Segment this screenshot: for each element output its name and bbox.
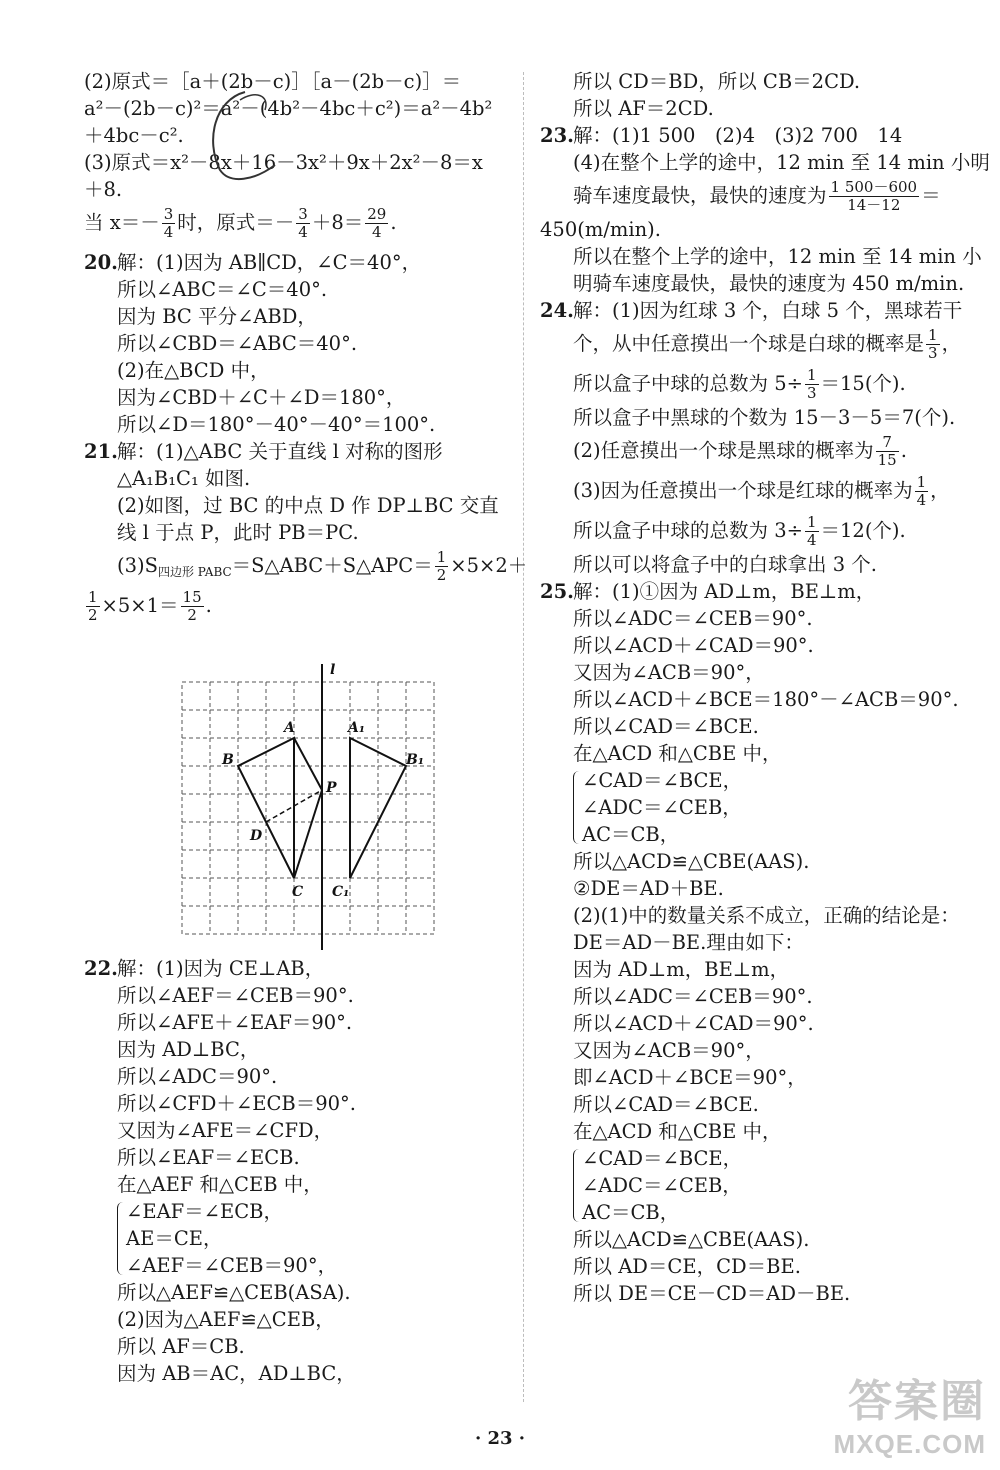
text-line: 所以 AD＝CE，CD＝BE. xyxy=(573,1255,801,1278)
text-line: DE＝AD－BE.理由如下： xyxy=(573,931,804,954)
text-line: 在△AEF 和△CEB 中， xyxy=(117,1173,323,1196)
question-22: 22.解：(1)因为 CE⊥AB， xyxy=(84,957,325,980)
fraction: $\frac{1}{4}$ xyxy=(806,513,817,549)
label-c1: C₁ xyxy=(332,884,350,900)
text-line: ＋4bc－c². xyxy=(84,124,184,147)
text-line: (2)原式＝［a＋(2b－c)］［a－(2b－c)］＝ xyxy=(84,70,462,93)
text-line: 所以在整个上学的途中，12 min 至 14 min 小 xyxy=(573,245,982,268)
text-line: 因为 AB＝AC，AD⊥BC， xyxy=(117,1362,356,1385)
question-20: 20.解：(1)因为 AB∥CD，∠C＝40°， xyxy=(84,251,422,274)
text-line: 所以∠ACD＋∠CAD＝90°. xyxy=(573,1012,814,1035)
fraction: $\frac{1}{4}$ xyxy=(916,473,927,509)
text-line: 所以盒子中黑球的个数为 15－3－5＝7(个). xyxy=(573,406,956,429)
text-line: 又因为∠ACB＝90°， xyxy=(573,661,765,684)
text-line: 所以 CD＝BD，所以 CB＝2CD. xyxy=(573,70,861,93)
text-line: (2)在△BCD 中， xyxy=(117,359,270,382)
label-a: A xyxy=(284,720,295,736)
fraction: $\frac{1}{2}$ xyxy=(88,588,98,624)
text-line: 线 l 于点 P，此时 PB＝PC. xyxy=(117,521,359,544)
label-b: B xyxy=(222,752,234,768)
formula-line: (2)任意摸出一个球是黑球的概率为 $\frac{7}{15}$ . xyxy=(573,433,907,469)
text-line: 在△ACD 和△CBE 中， xyxy=(573,1120,782,1143)
text-line: (2)(1)中的数量关系不成立，正确的结论是： xyxy=(573,904,960,927)
watermark-logo xyxy=(834,1365,986,1460)
text-line: a²－(2b－c)²＝a²－(4b²－4bc＋c²)＝a²－4b² xyxy=(84,97,493,120)
fraction: $\frac{29}{4}$ xyxy=(367,205,387,241)
fraction: $\frac{1}{3}$ xyxy=(928,326,938,362)
text-line: 因为∠CBD＋∠C＋∠D＝180°， xyxy=(117,386,406,409)
text-line: 所以 AF＝CB. xyxy=(117,1335,245,1358)
label-a1: A₁ xyxy=(348,720,365,736)
fraction: $\frac{1}{3}$ xyxy=(806,366,817,402)
fraction: $\frac{3}{4}$ xyxy=(163,205,174,241)
page-number: · 23 · xyxy=(474,1428,526,1449)
text-line: 因为 AD⊥m，BE⊥m， xyxy=(573,958,790,981)
fraction: $\frac{1}{2}$ xyxy=(436,548,447,584)
label-c: C xyxy=(292,884,304,900)
text-line: 所以∠EAF＝∠ECB. xyxy=(117,1146,300,1169)
text-line: ②DE＝AD＋BE. xyxy=(573,877,724,900)
fraction: $\frac{3}{4}$ xyxy=(298,205,308,241)
formula-line: 个，从中任意摸出一个球是白球的概率是 $\frac{1}{3}$ ， xyxy=(573,326,962,362)
text-line: 450(m/min). xyxy=(540,218,661,241)
question-25: 25.解：(1)①因为 AD⊥m，BE⊥m， xyxy=(540,580,876,603)
text-line: 所以 AF＝2CD. xyxy=(573,97,714,120)
fraction: $\frac{1 500-600}{14-12}$ xyxy=(830,178,918,214)
text-line: 所以∠AEF＝∠CEB＝90°. xyxy=(117,984,354,1007)
geometry-figure xyxy=(180,660,442,950)
text-line: 所以△AEF≌△CEB(ASA). xyxy=(117,1281,351,1304)
dashed-grid xyxy=(182,682,434,934)
question-24: 24.解：(1)因为红球 3 个，白球 5 个，黑球若干 xyxy=(540,299,963,322)
text-line: 明骑车速度最快，最快的速度为 450 m/min. xyxy=(573,272,965,295)
formula-line: 骑车速度最快，最快的速度为 $\frac{1 500-600}{14-12}$ ＝ xyxy=(573,178,941,214)
text-line: (3)原式＝x²－8x＋16－3x²＋9x＋2x²－8＝x xyxy=(84,151,483,174)
label-p: P xyxy=(326,780,337,796)
text-line: 所以∠CAD＝∠BCE. xyxy=(573,1093,759,1116)
text-line: 在△ACD 和△CBE 中， xyxy=(573,742,782,765)
question-23: 23.解：(1)1 500 (2)4 (3)2 700 14 xyxy=(540,124,903,147)
text-line: 所以 DE＝CE－CD＝AD－BE. xyxy=(573,1282,851,1305)
text-line: △A₁B₁C₁ 如图. xyxy=(117,467,251,490)
brace-system: ∠CAD＝∠BCE， ∠ADC＝∠CEB， AC＝CB， xyxy=(540,1145,980,1226)
watermark-en: MXQE.COM xyxy=(833,1429,986,1459)
text-line: 所以∠CFD＋∠ECB＝90°. xyxy=(117,1092,357,1115)
handwritten-scribble xyxy=(185,80,305,200)
text-line: (4)在整个上学的途中，12 min 至 14 min 小明 xyxy=(573,151,990,174)
text-line: 因为 BC 平分∠ABD， xyxy=(117,305,317,328)
watermark-cn: 答案圈 xyxy=(848,1377,986,1426)
segment-pc xyxy=(294,790,322,878)
left-column-lower xyxy=(84,955,514,1387)
text-line: 因为 AD⊥BC， xyxy=(117,1038,260,1061)
formula-line: $\frac{1}{2}$ ×5×1＝ $\frac{15}{2}$ . xyxy=(88,588,212,624)
text-line: 所以∠CBD＝∠ABC＝40°. xyxy=(117,332,358,355)
text-line: 即∠ACD＋∠BCE＝90°， xyxy=(573,1066,807,1089)
text-line: (2)如图，过 BC 的中点 D 作 DP⊥BC 交直 xyxy=(117,494,499,517)
text-line: ＋8. xyxy=(84,178,123,201)
text-line: 所以可以将盒子中的白球拿出 3 个. xyxy=(573,553,878,576)
text-line: (2)因为△AEF≌△CEB， xyxy=(117,1308,335,1331)
text-line: 所以∠ACD＋∠BCE＝180°－∠ACB＝90°. xyxy=(573,688,959,711)
text-line: 所以∠CAD＝∠BCE. xyxy=(573,715,759,738)
question-21: 21.解：(1)△ABC 关于直线 l 对称的图形 xyxy=(84,440,443,463)
text-line: 所以∠D＝180°－40°－40°＝100°. xyxy=(117,413,436,436)
text-line: 所以∠AFE＋∠EAF＝90°. xyxy=(117,1011,353,1034)
formula-line: $(3)S_{四边形 PABC}=S\triangle ABC+S\triangle APC=$ $\frac{1}{2}$ ×5×2＋ xyxy=(117,548,528,584)
fraction: $\frac{7}{15}$ xyxy=(877,433,897,469)
text-line: 所以△ACD≌△CBE(AAS). xyxy=(573,850,810,873)
text-line: 所以∠ADC＝90°. xyxy=(117,1065,278,1088)
text-line: 又因为∠ACB＝90°， xyxy=(573,1039,765,1062)
text-line: 所以△ACD≌△CBE(AAS). xyxy=(573,1228,810,1251)
label-d: D xyxy=(250,828,263,844)
formula-line: 所以盒子中球的总数为 3÷ $\frac{1}{4}$ ＝12(个). xyxy=(573,513,906,549)
brace-system: ∠EAF＝∠ECB， AE＝CE， ∠AEF＝∠CEB＝90°， xyxy=(84,1198,514,1279)
text-line: 所以∠ADC＝∠CEB＝90°. xyxy=(573,985,813,1008)
text-line: 所以∠ACD＋∠CAD＝90°. xyxy=(573,634,814,657)
segment-pa xyxy=(294,738,322,790)
column-divider xyxy=(523,72,524,1402)
text-line: 所以∠ABC＝∠C＝40°. xyxy=(117,278,328,301)
text-line: 所以∠ADC＝∠CEB＝90°. xyxy=(573,607,813,630)
right-column xyxy=(540,68,990,1307)
label-l: l xyxy=(330,662,336,678)
text-line: 又因为∠AFE＝∠CFD， xyxy=(117,1119,334,1142)
label-b1: B₁ xyxy=(406,752,424,768)
brace-system: ∠CAD＝∠BCE， ∠ADC＝∠CEB， AC＝CB， xyxy=(540,767,980,848)
fraction: $\frac{15}{2}$ xyxy=(182,588,202,624)
formula-line: 当 x＝－ $\frac{3}{4}$ 时，原式＝－ $\frac{3}{4}$ ＋8＝ $\frac{29}{4}$ . xyxy=(84,205,397,241)
formula-line: 所以盒子中球的总数为 5÷ $\frac{1}{3}$ ＝15(个). xyxy=(573,366,906,402)
formula-line: (3)因为任意摸出一个球是红球的概率为 $\frac{1}{4}$ ， xyxy=(573,473,950,509)
